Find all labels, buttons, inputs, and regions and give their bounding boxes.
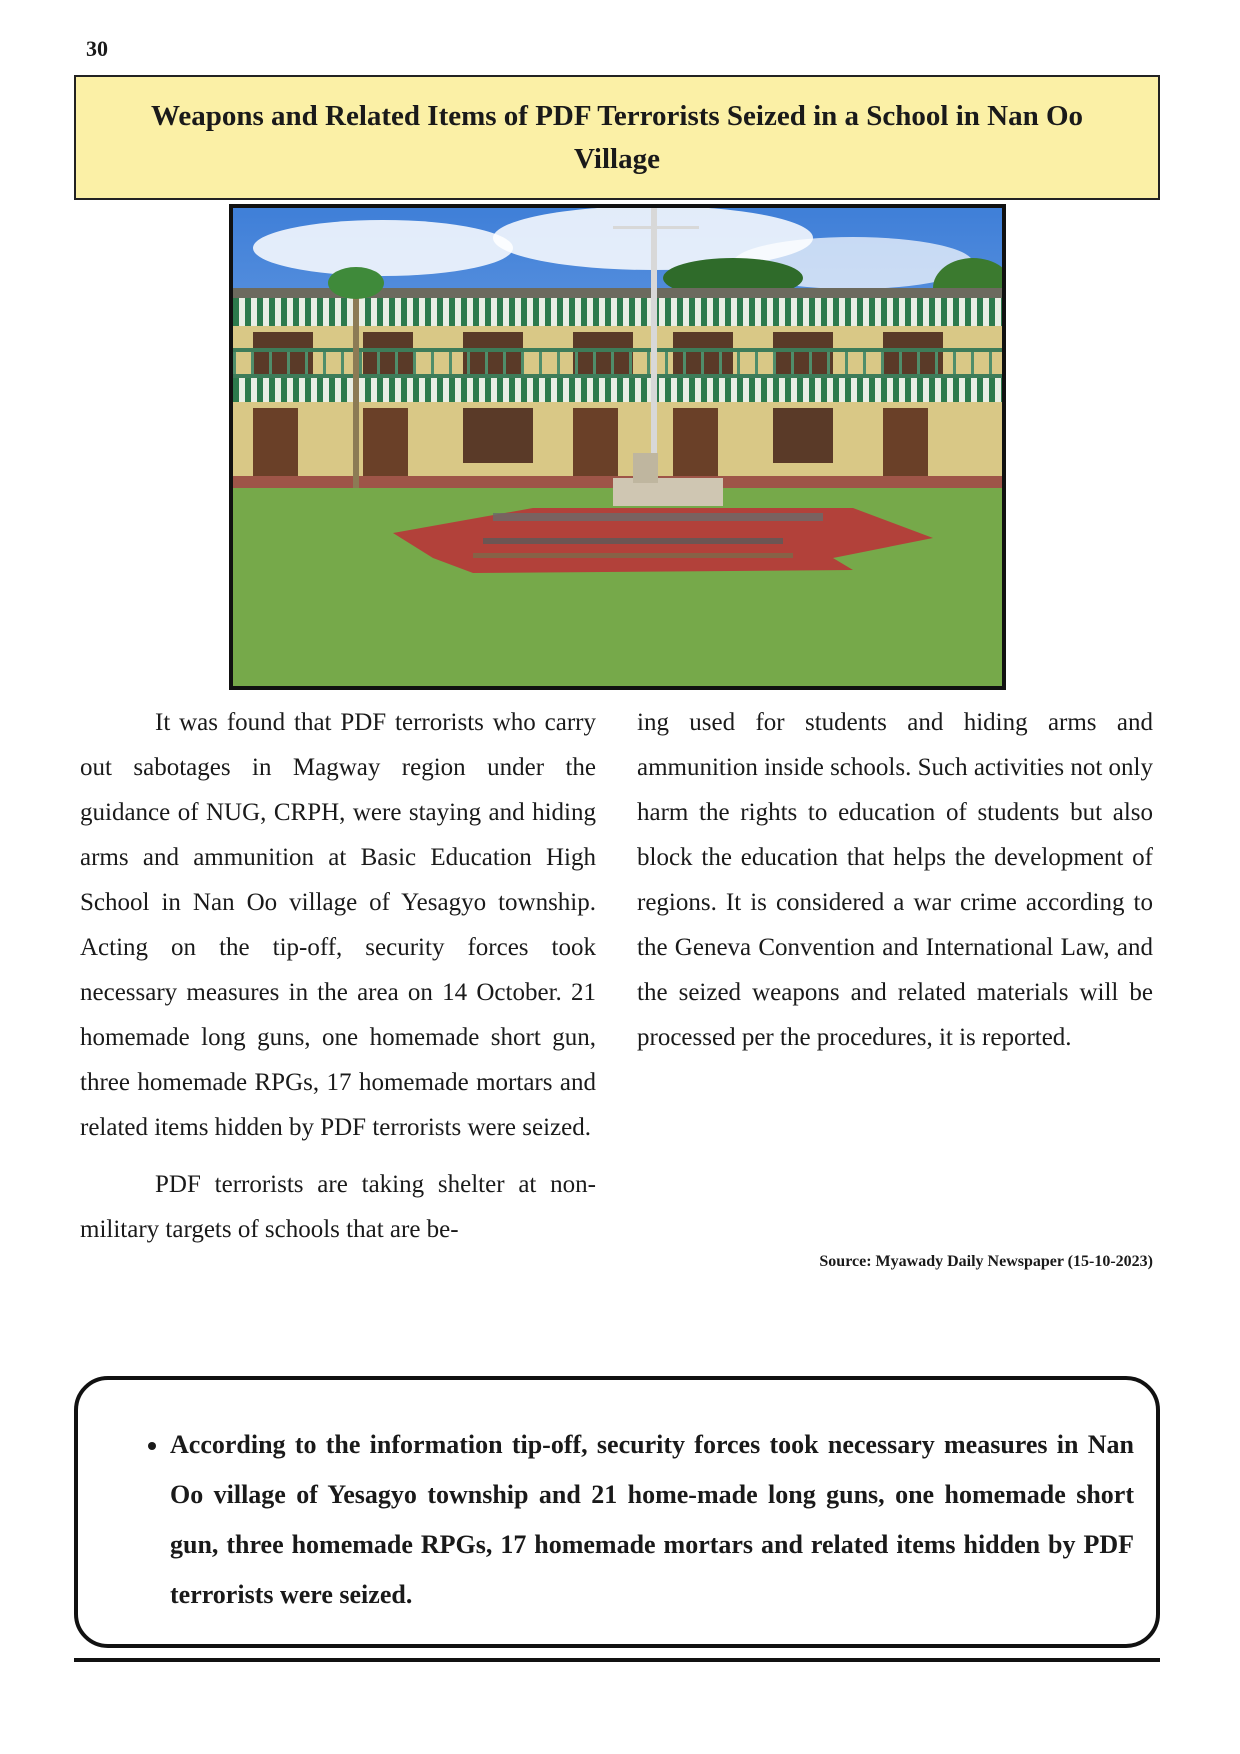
bottom-divider (74, 1658, 1160, 1662)
summary-bullet: • According to the information tip-off, security forces took necessary measures in Nan Oo village of Yesagyo township and 21 home-made long guns, one homemade short gun, three homemade RPGs, 17 homemade mortars and related items hidden by PDF terrorists were seized. (170, 1420, 1134, 1620)
article-column-right (637, 700, 1153, 1072)
summary-box (74, 1376, 1160, 1648)
article-column-left (80, 700, 596, 1264)
source-citation: Source: Myawady Daily Newspaper (15-10-2023) (819, 1253, 1153, 1270)
news-photo (229, 204, 1006, 690)
article-paragraph: PDF terrorists are taking shelter at non-military targets of schools that are be- (80, 1171, 596, 1243)
school-building-photo (233, 208, 1002, 686)
article-paragraph: ing used for students and hiding arms and ammunition inside schools. Such activities not only harm the rights to education of students but also block the education that helps the development of regions. It is considered a war crime according to the Geneva Convention and International Law, and the seized weapons and related materials will be processed per the procedures, it is reported. (637, 709, 1153, 1051)
title-banner (74, 75, 1160, 200)
article-title: Weapons and Related Items of PDF Terrorists Seized in a School in Nan Oo Village (150, 99, 1084, 175)
page-number: 30 (86, 36, 108, 61)
article-paragraph: It was found that PDF terrorists who carry out sabotages in Magway region under the guidance of NUG, CRPH, were staying and hiding arms and ammunition at Basic Education High School in Nan Oo village of Yesagyo township. Acting on the tip-off, security forces took necessary measures in the area on 14 October. 21 homemade long guns, one homemade short gun, three homemade RPGs, 17 homemade mortars and related items hidden by PDF terrorists were seized. (80, 709, 596, 1141)
summary-list (134, 1420, 1134, 1620)
